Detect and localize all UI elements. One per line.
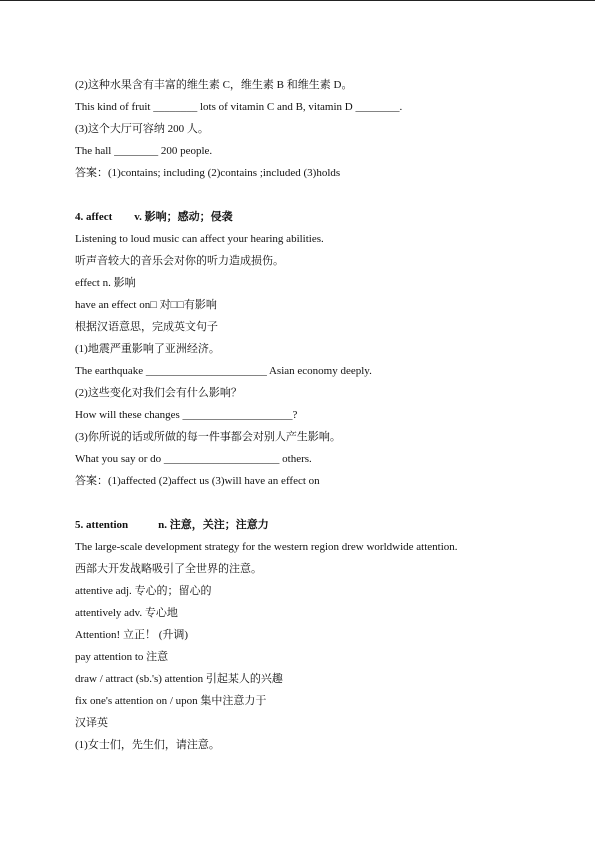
exercise-question-cn: (2)这种水果含有丰富的维生素 C，维生素 B 和维生素 D。 bbox=[75, 79, 353, 91]
related-phrase: draw / attract (sb.'s) attention 引起某人的兴趣 bbox=[75, 673, 283, 685]
exercise-instruction: 根据汉语意思，完成英文句子 bbox=[75, 321, 218, 333]
vocab-word: 4. affect bbox=[75, 211, 113, 223]
related-phrase: pay attention to 注意 bbox=[75, 651, 169, 663]
example-sentence-cn: 听声音较大的音乐会对你的听力造成损伤。 bbox=[75, 255, 284, 267]
document-body bbox=[75, 74, 575, 756]
related-word: attentive adj. 专心的；留心的 bbox=[75, 585, 212, 597]
exercise-question-en: The hall ________ 200 people. bbox=[75, 145, 213, 157]
example-sentence-cn: 西部大开发战略吸引了全世界的注意。 bbox=[75, 563, 262, 575]
related-phrase: have an effect on□ 对□□有影响 bbox=[75, 299, 217, 311]
top-border-line bbox=[0, 0, 595, 1]
related-word: effect n. 影响 bbox=[75, 277, 136, 289]
answer-line: 答案：(1)affected (2)affect us (3)will have an effect on bbox=[75, 475, 320, 487]
related-word: attentively adv. 专心地 bbox=[75, 607, 178, 619]
example-sentence-en: Listening to loud music can affect your hearing abilities. bbox=[75, 233, 324, 245]
exercise-question-en: This kind of fruit ________ lots of vitamin C and B, vitamin D ________. bbox=[75, 101, 403, 113]
vocab-part-of-speech: v. 影响；感动；侵袭 bbox=[134, 211, 233, 223]
exercise-question-en: How will these changes ____________________? bbox=[75, 409, 298, 421]
related-phrase: fix one's attention on / upon 集中注意力于 bbox=[75, 695, 267, 707]
vocab-part-of-speech: n. 注意，关注；注意力 bbox=[158, 519, 269, 531]
section-spacer bbox=[75, 492, 575, 514]
related-phrase: Attention! 立正！ (升调) bbox=[75, 629, 189, 641]
exercise-instruction: 汉译英 bbox=[75, 717, 108, 729]
section-spacer bbox=[75, 184, 575, 206]
exercise-question-en: What you say or do _____________________ others. bbox=[75, 453, 312, 465]
example-sentence-en: The large-scale development strategy for the western region drew worldwide attention. bbox=[75, 541, 458, 553]
exercise-question-cn: (3)这个大厅可容纳 200 人。 bbox=[75, 123, 209, 135]
answer-line: 答案：(1)contains; including (2)contains ;included (3)holds bbox=[75, 167, 341, 179]
exercise-question-cn: (3)你所说的话或所做的每一件事都会对别人产生影响。 bbox=[75, 431, 341, 443]
exercise-question-cn: (1)女士们，先生们，请注意。 bbox=[75, 739, 220, 751]
vocab-heading-affect bbox=[75, 206, 575, 228]
exercise-question-cn: (2)这些变化对我们会有什么影响？ bbox=[75, 387, 242, 399]
exercise-question-en: The earthquake ______________________ Asian economy deeply. bbox=[75, 365, 372, 377]
vocab-word: 5. attention bbox=[75, 519, 129, 531]
exercise-question-cn: (1)地震严重影响了亚洲经济。 bbox=[75, 343, 220, 355]
vocab-heading-attention bbox=[75, 514, 575, 536]
